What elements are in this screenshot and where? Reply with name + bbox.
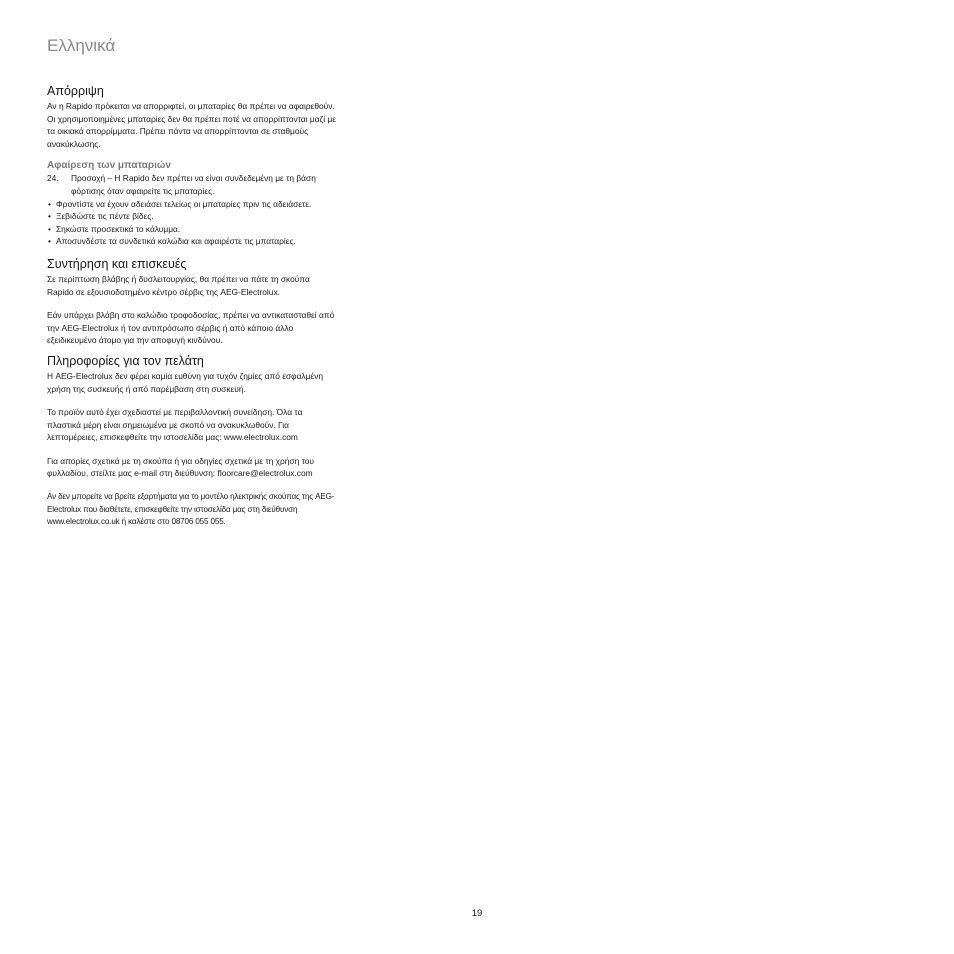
customer-info-paragraph: Αν δεν μπορείτε να βρείτε εξαρτήματα για το μοντέλο ηλεκτρικής σκούπας της AEG-Electrolux που διαθέτετε, επισκεφθείτε την ιστοσελίδα μας στη διεύθυνση www.electrolux.co.uk ή καλέστε στο 08706 055 055. (47, 492, 335, 527)
spacer (47, 298, 337, 309)
spacer (47, 480, 337, 491)
maintenance-paragraph: Σε περίπτωση βλάβης ή δυσλειτουργίας, θα πρέπει να πάτε τη σκούπα Rapido σε εξουσιοδοτημένο κέντρο σέρβις της AEG-Electrolux. (47, 273, 310, 297)
list-item-text: Φροντίστε να έχουν αδειάσει τελείως οι μπαταρίες πριν τις αδειάσετε. (56, 198, 312, 209)
maintenance-paragraph: Εάν υπάρχει βλάβη στο καλώδιο τροφοδοσίας, πρέπει να αντικατασταθεί από την AEG-Electrolux ή τον αντιπρόσωπο σέρβις ή από κάποιο άλλο εξειδικευμένο άτομο για την αποφυγή κινδύνου. (47, 310, 335, 346)
disposal-heading: Απόρριψη (47, 84, 104, 98)
list-item-text: Ξεβιδώστε τις πέντε βίδες. (56, 211, 154, 222)
disposal-section (47, 84, 337, 248)
disposal-paragraph: Αν η Rapido πρόκειται να απορριφτεί, οι μπαταρίες θα πρέπει να αφαιρεθούν. Οι χρησιμοποιημένες μπαταρίες δεν θα πρέπει ποτέ να απορρίπτονται μαζί με τα οικιακά απορρίμματα. Πρέπει πάντα να απορρίπτονται σε σταθμούς ανακύκλωσης. (47, 101, 336, 149)
maintenance-section (47, 257, 337, 347)
language-title: Ελληνικά (47, 36, 116, 55)
list-item-text: Σηκώστε προσεκτικά το κάλυμμα. (56, 223, 181, 234)
list-item (47, 235, 337, 248)
customer-info-heading: Πληροφορίες για τον πελάτη (47, 353, 204, 368)
page-content (47, 84, 337, 529)
list-item (47, 198, 337, 211)
spacer (47, 395, 337, 406)
customer-info-paragraph: Το προϊόν αυτό έχει σχεδιαστεί με περιβαλλοντική συνείδηση. Όλα τα πλαστικά μέρη είναι σημειωμένα με σκοπό να ανακυκλωθούν. Για λεπτομέρειες, επισκεφθείτε την ιστοσελίδα μας: www.electrolux.com (47, 407, 303, 443)
bullet-icon: • (48, 223, 51, 234)
spacer (47, 248, 337, 257)
customer-info-section (47, 354, 337, 529)
spacer (47, 347, 337, 354)
spacer (47, 444, 337, 455)
maintenance-heading: Συντήρηση και επισκευές (47, 256, 187, 271)
list-item (47, 223, 337, 236)
battery-removal-subheading: Αφαίρεση των μπαταριών (47, 160, 171, 172)
item-text: Προσοχή – Η Rapido δεν πρέπει να είναι συνδεδεμένη με τη βάση φόρτισης όταν αφαιρείτε τις μπαταρίες. (71, 173, 316, 196)
page-number: 19 (471, 908, 483, 919)
item-number: 24. (47, 173, 59, 184)
customer-info-paragraph: Για απορίες σχετικά με τη σκούπα ή για οδηγίες σχετικά με τη χρήση του φυλλαδίου, στείλτε μας e-mail στη διεύθυνση: floorcare@electrolux.com (47, 455, 315, 479)
bullet-list (47, 198, 337, 248)
bullet-icon: • (48, 198, 51, 209)
bullet-icon: • (48, 211, 51, 222)
customer-info-paragraph: Η AEG-Electrolux δεν φέρει καμία ευθύνη για τυχόν ζημίες από εσφαλμένη χρήση της συσκευής ή από παρέμβαση στη συσκευή. (47, 370, 324, 394)
list-item-text: Αποσυνδέστε τα συνδετικά καλώδια και αφαιρέστε τις μπαταρίες. (56, 236, 296, 247)
numbered-item (47, 172, 337, 197)
numbered-list (47, 172, 337, 197)
list-item (47, 210, 337, 223)
bullet-icon: • (48, 236, 51, 247)
